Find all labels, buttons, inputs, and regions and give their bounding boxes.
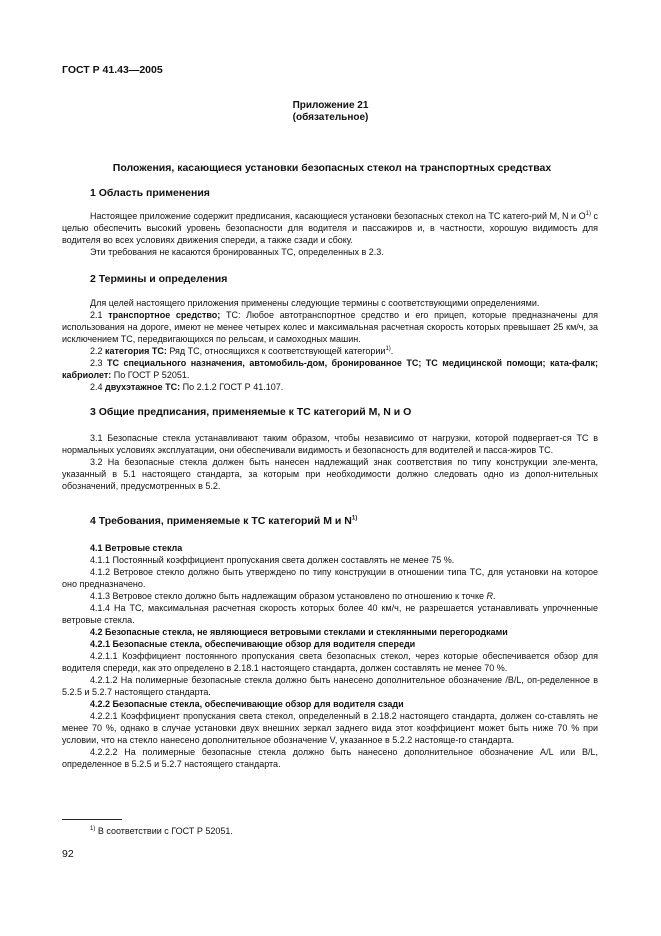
heading-4-2-1: 4.2.1 Безопасные стекла, обеспечивающие обзор для водителя спереди: [90, 639, 416, 649]
definition-2-1: 2.1 транспортное средство; ТС: Любое автотранспортное средство и его прицеп, которые предназначены для использования на дороге, имеют не менее четырех колес и максимальная расчетная скорость которых превышает 25 км/ч, за исключением ТС, передвигающихся по рельсам, и самоходных машин.: [62, 310, 598, 344]
definition-2-4: 2.4 двухэтажное ТС: По 2.1.2 ГОСТ Р 41.107.: [90, 382, 284, 392]
section-2-body: [62, 297, 598, 393]
section-4-title: 4 Требования, применяемые к ТС категорий M и $N^{1)}$: [90, 515, 358, 527]
section-1-paragraph-1: Настоящее приложение содержит предписания, касающиеся установки безопасных стекол на ТС катего-рий М, N и $О^{1)}$ с целью обеспечить высокий уровень безопасности для водителя и пассажиров и, в частности, хорошую видимость для водителя во всех условиях движения спереди, а также сзади и сбоку.: [62, 211, 598, 245]
section-4-body: [62, 542, 598, 770]
section-1-body: [62, 210, 598, 258]
clause-4-1-2: 4.1.2 Ветровое стекло должно быть утверждено по типу конструкции в отношении типа ТС, для установки на которое оно предназначено.: [62, 567, 598, 589]
heading-4-1: 4.1 Ветровые стекла: [90, 543, 183, 553]
section-2-intro: Для целей настоящего приложения применены следующие термины с соответствующими определениями.: [90, 298, 540, 308]
document-title: Положения, касающиеся установки безопасных стекол на транспортных средствах: [112, 162, 552, 174]
clause-4-1-1: 4.1.1 Постоянный коэффициент пропускания света должен составлять не менее 75 %.: [90, 555, 455, 565]
clause-3-2: 3.2 На безопасные стекла должен быть нанесен надлежащий знак соответствия по типу конструкции эле-мента, указанный в 5.1 настоящего стандарта, за которым при необходимости должно следовать одно из допол-нительных обозначений, предусмотренных в 5.2.: [62, 457, 598, 491]
standard-number: ГОСТ Р 41.43—2005: [62, 64, 163, 76]
page-number: 92: [62, 848, 74, 860]
footnote: $^{1)}$ В соответствии с ГОСТ Р 52051.: [90, 826, 233, 836]
appendix-title: Приложение 21: [292, 100, 369, 111]
definition-2-3: 2.3 ТС специального назначения, автомобиль-дом, бронированное ТС; ТС медицинской помощи; ката-фалк; кабриолет: По ГОСТ Р 52051.: [62, 358, 598, 380]
section-3-title: 3 Общие предписания, применяемые к ТС категорий M, N и O: [90, 406, 412, 418]
clause-4-2-1-2: 4.2.1.2 На полимерные безопасные стекла должно быть нанесено дополнительное обозначение /B/L, оп-ределенное в 5.2.5 и 5.2.7 настоящего стандарта.: [62, 675, 598, 697]
footnote-divider: [62, 819, 122, 820]
appendix-status: (обязательное): [292, 112, 369, 123]
heading-4-2-2: 4.2.2 Безопасные стекла, обеспечивающие обзор для водителя сзади: [90, 699, 404, 709]
clause-4-2-2-2: 4.2.2.2 На полимерные безопасные стекла должно быть нанесено дополнительное обозначение A/L или B/L, определенное в 5.2.5 и 5.2.7 настоящего стандарта.: [62, 747, 598, 769]
section-1-paragraph-2: Эти требования не касаются бронированных ТС, определенных в 2.3.: [90, 247, 384, 257]
definition-2-2: 2.2 категория ТС: Ряд ТС, относящихся к соответствующей категории$^{1)}$.: [90, 346, 394, 356]
section-2-title: 2 Термины и определения: [90, 273, 228, 285]
heading-4-2: 4.2 Безопасные стекла, не являющиеся ветровыми стеклами и стеклянными перегородками: [90, 627, 508, 637]
section-3-body: [62, 432, 598, 492]
clause-4-1-3: 4.1.3 Ветровое стекло должно быть надлежащим образом установлено по отношению к точке R.: [90, 591, 496, 601]
section-1-title: 1 Область применения: [90, 187, 210, 199]
clause-3-1: 3.1 Безопасные стекла устанавливают таким образом, чтобы независимо от нагрузки, которой подвергает-ся ТС в нормальных условиях эксплуатации, они обеспечивали видимость и безопасность для водителей и пасса-жиров ТС.: [62, 433, 598, 455]
clause-4-1-4: 4.1.4 На ТС, максимальная расчетная скорость которых более 40 км/ч, не разрешается устанавливать упрочненные ветровые стекла.: [62, 603, 598, 625]
footnote-ref: 1): [585, 211, 591, 217]
clause-4-2-2-1: 4.2.2.1 Коэффициент пропускания света стекол, определенный в 2.18.2 настоящего стандарта, должен со-ставлять не менее 70 %, однако в случае установки двух внешних зеркал заднего вида этот коэффициент может быть ниже 70 % при условии, что на стекло нанесено дополнительное обозначение V, указанное в 5.2.2 настояще-го стандарта.: [62, 711, 598, 745]
clause-4-2-1-1: 4.2.1.1 Коэффициент постоянного пропускания света безопасных стекол, через которые обеспечивается обзор для водителя спереди, как это определено в 2.18.1 настоящего стандарта, должен составлять не менее 70 %.: [62, 651, 598, 673]
